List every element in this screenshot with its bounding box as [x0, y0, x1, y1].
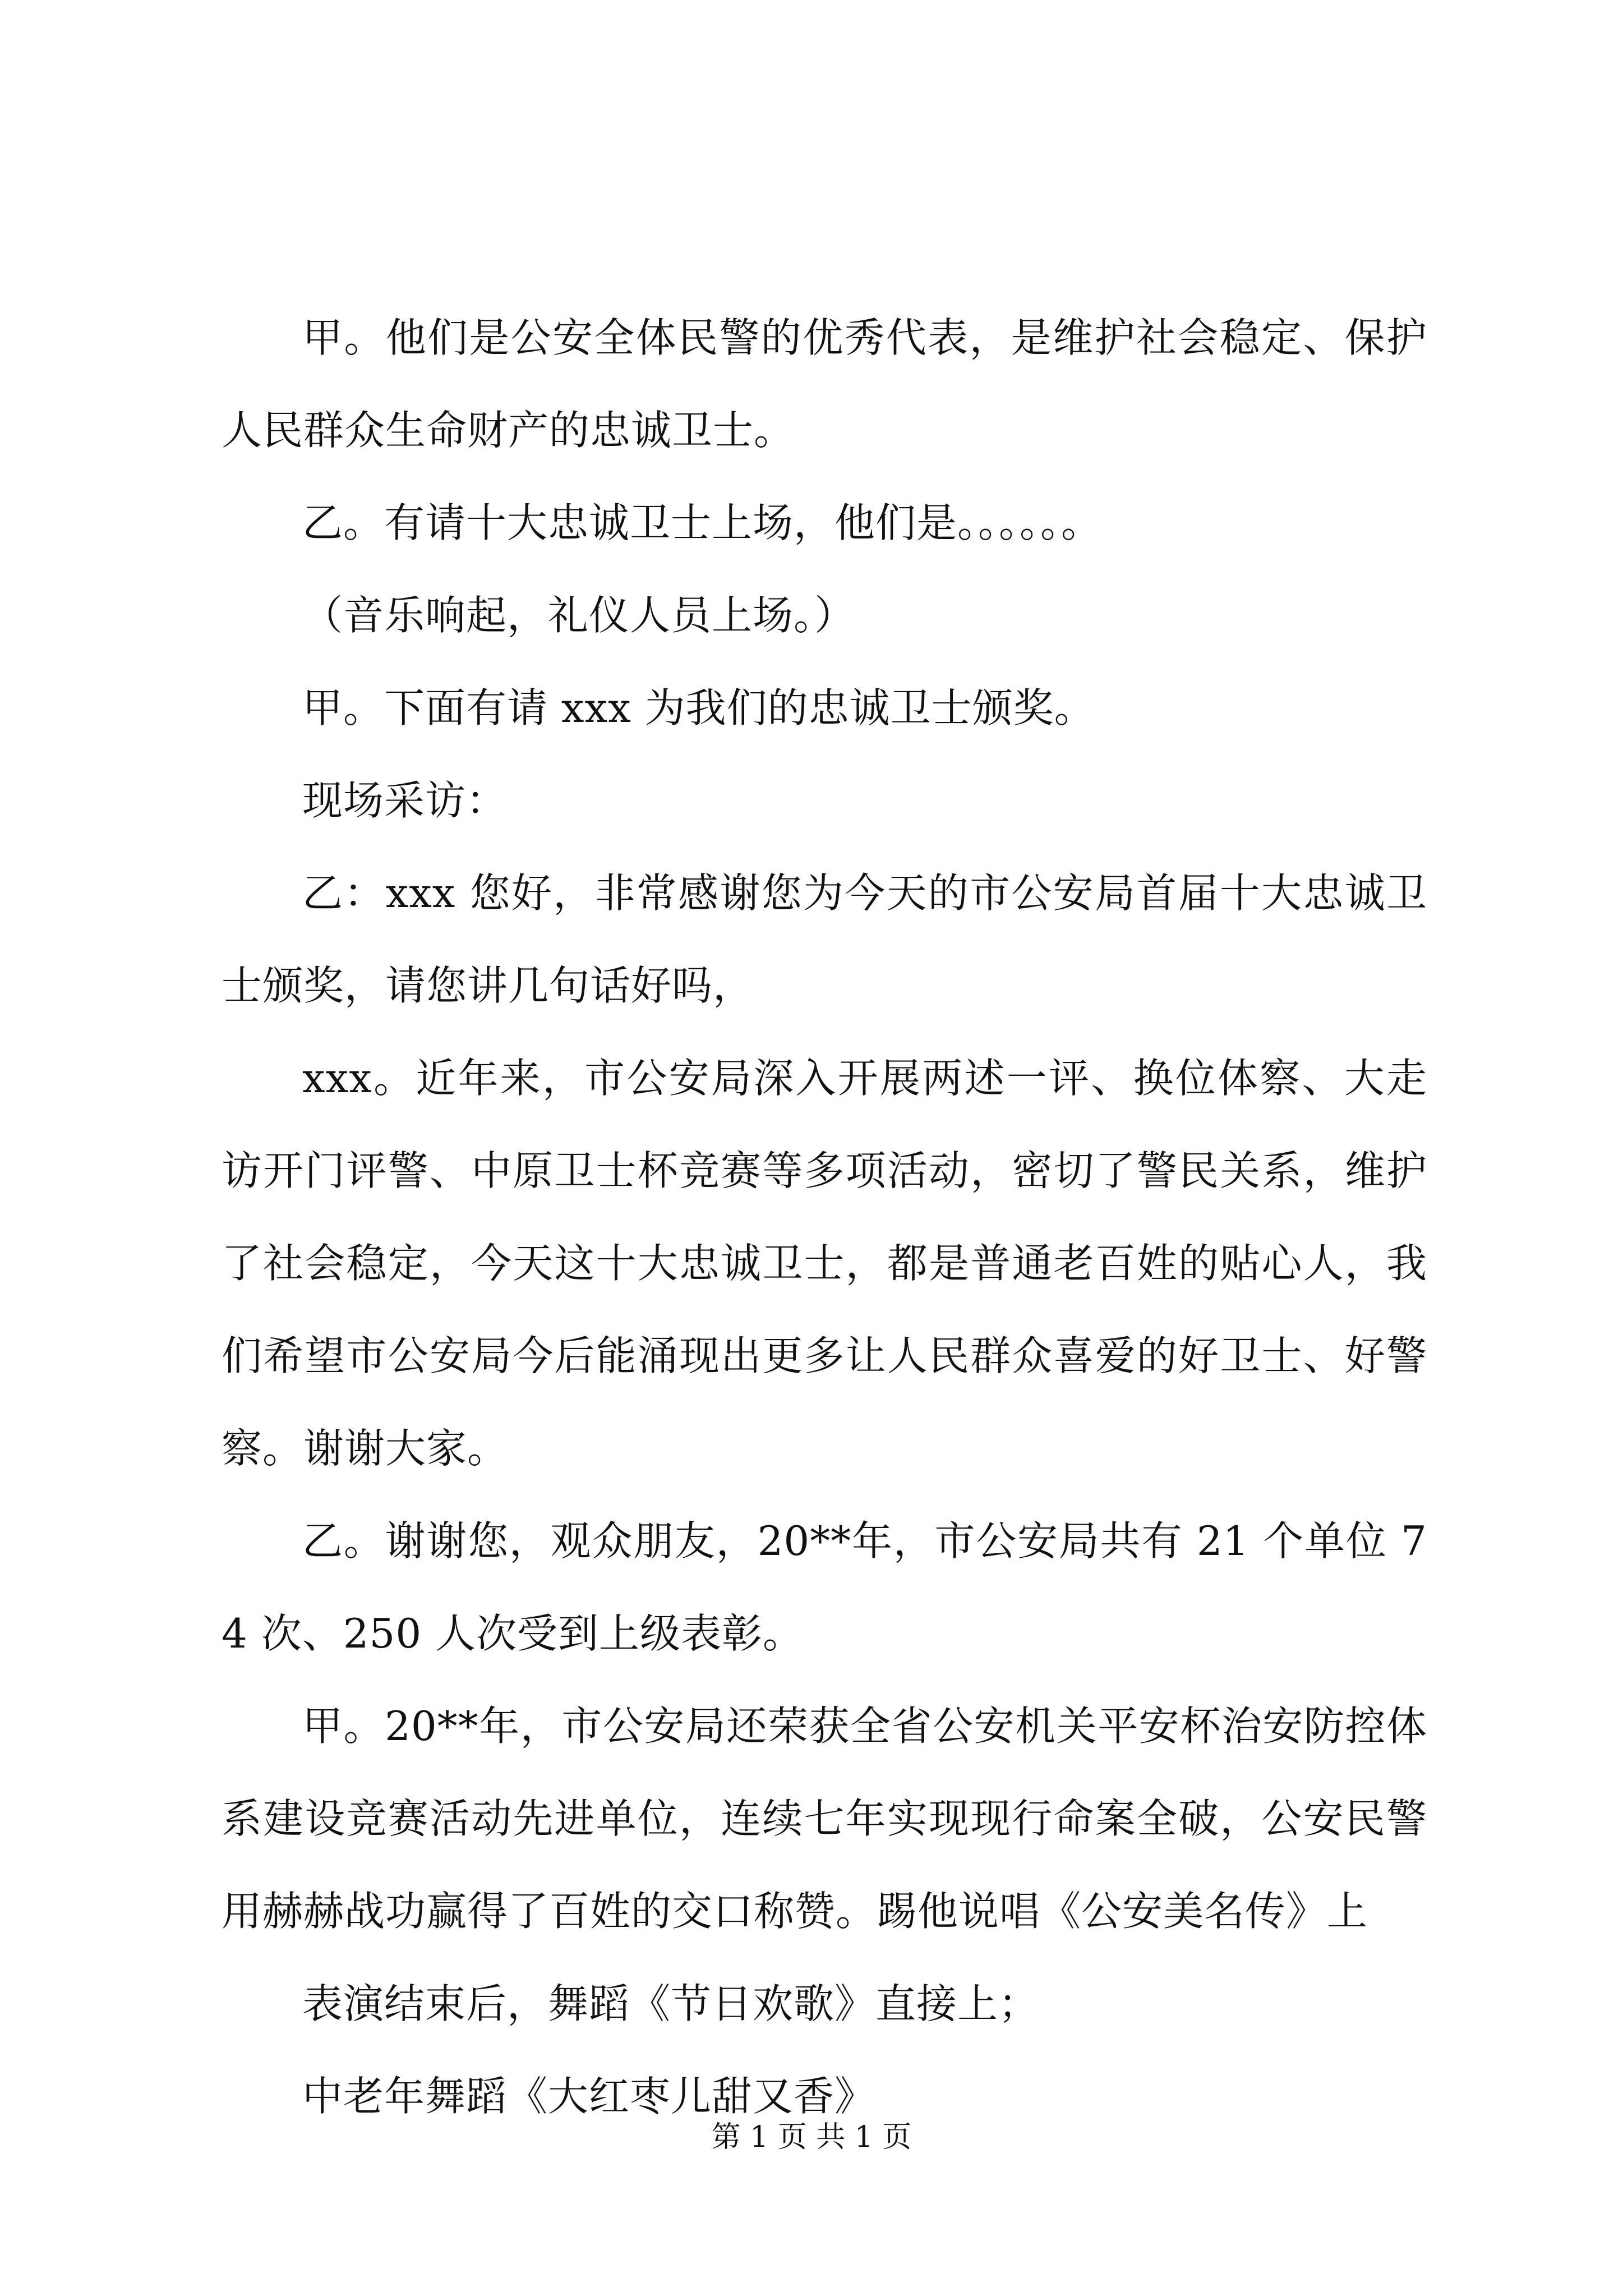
- paragraph-11: 中老年舞蹈《大红枣儿甜又香》: [302, 2073, 876, 2120]
- paragraph-5: 现场采访：: [302, 777, 508, 824]
- paragraph-8: 乙。谢谢您，观众朋友，20**年，市公安局共有 21 个单位 74 次、250 人次受到上级表彰。: [222, 1517, 1427, 1657]
- paragraph-3: （音乐响起，礼仪人员上场。）: [302, 592, 856, 639]
- paragraph-10: 表演结束后，舞蹈《节日欢歌》直接上；: [302, 1980, 1040, 2027]
- paragraph-2: 乙。有请十大忠诚卫士上场，他们是。。。。。。: [302, 499, 1103, 546]
- paragraph-6: 乙：xxx 您好，非常感谢您为今天的市公安局首届十大忠诚卫士颁奖，请您讲几句话好吗，: [222, 869, 1427, 1009]
- page-footer: 第 1 页 共 1 页: [711, 2120, 912, 2154]
- document-body: [222, 292, 1427, 2143]
- paragraph-1: 甲。他们是公安全体民警的优秀代表，是维护社会稳定、保护人民群众生命财产的忠诚卫士。: [222, 314, 1427, 454]
- paragraph-7: xxx。近年来，市公安局深入开展两述一评、换位体察、大走访开门评警、中原卫士杯竞赛等多项活动，密切了警民关系，维护了社会稳定，今天这十大忠诚卫士，都是普通老百姓的贴心人，我们希望市公安局今后能涌现出更多让人民群众喜爱的好卫士、好警察。谢谢大家。: [222, 1055, 1427, 1472]
- paragraph-4: 甲。下面有请 xxx 为我们的忠诚卫士颁奖。: [302, 684, 1095, 731]
- paragraph-9: 甲。20**年，市公安局还荣获全省公安机关平安杯治安防控体系建设竞赛活动先进单位，连续七年实现现行命案全破，公安民警用赫赫战功赢得了百姓的交口称赞。踢他说唱《公安美名传》上: [222, 1703, 1427, 1935]
